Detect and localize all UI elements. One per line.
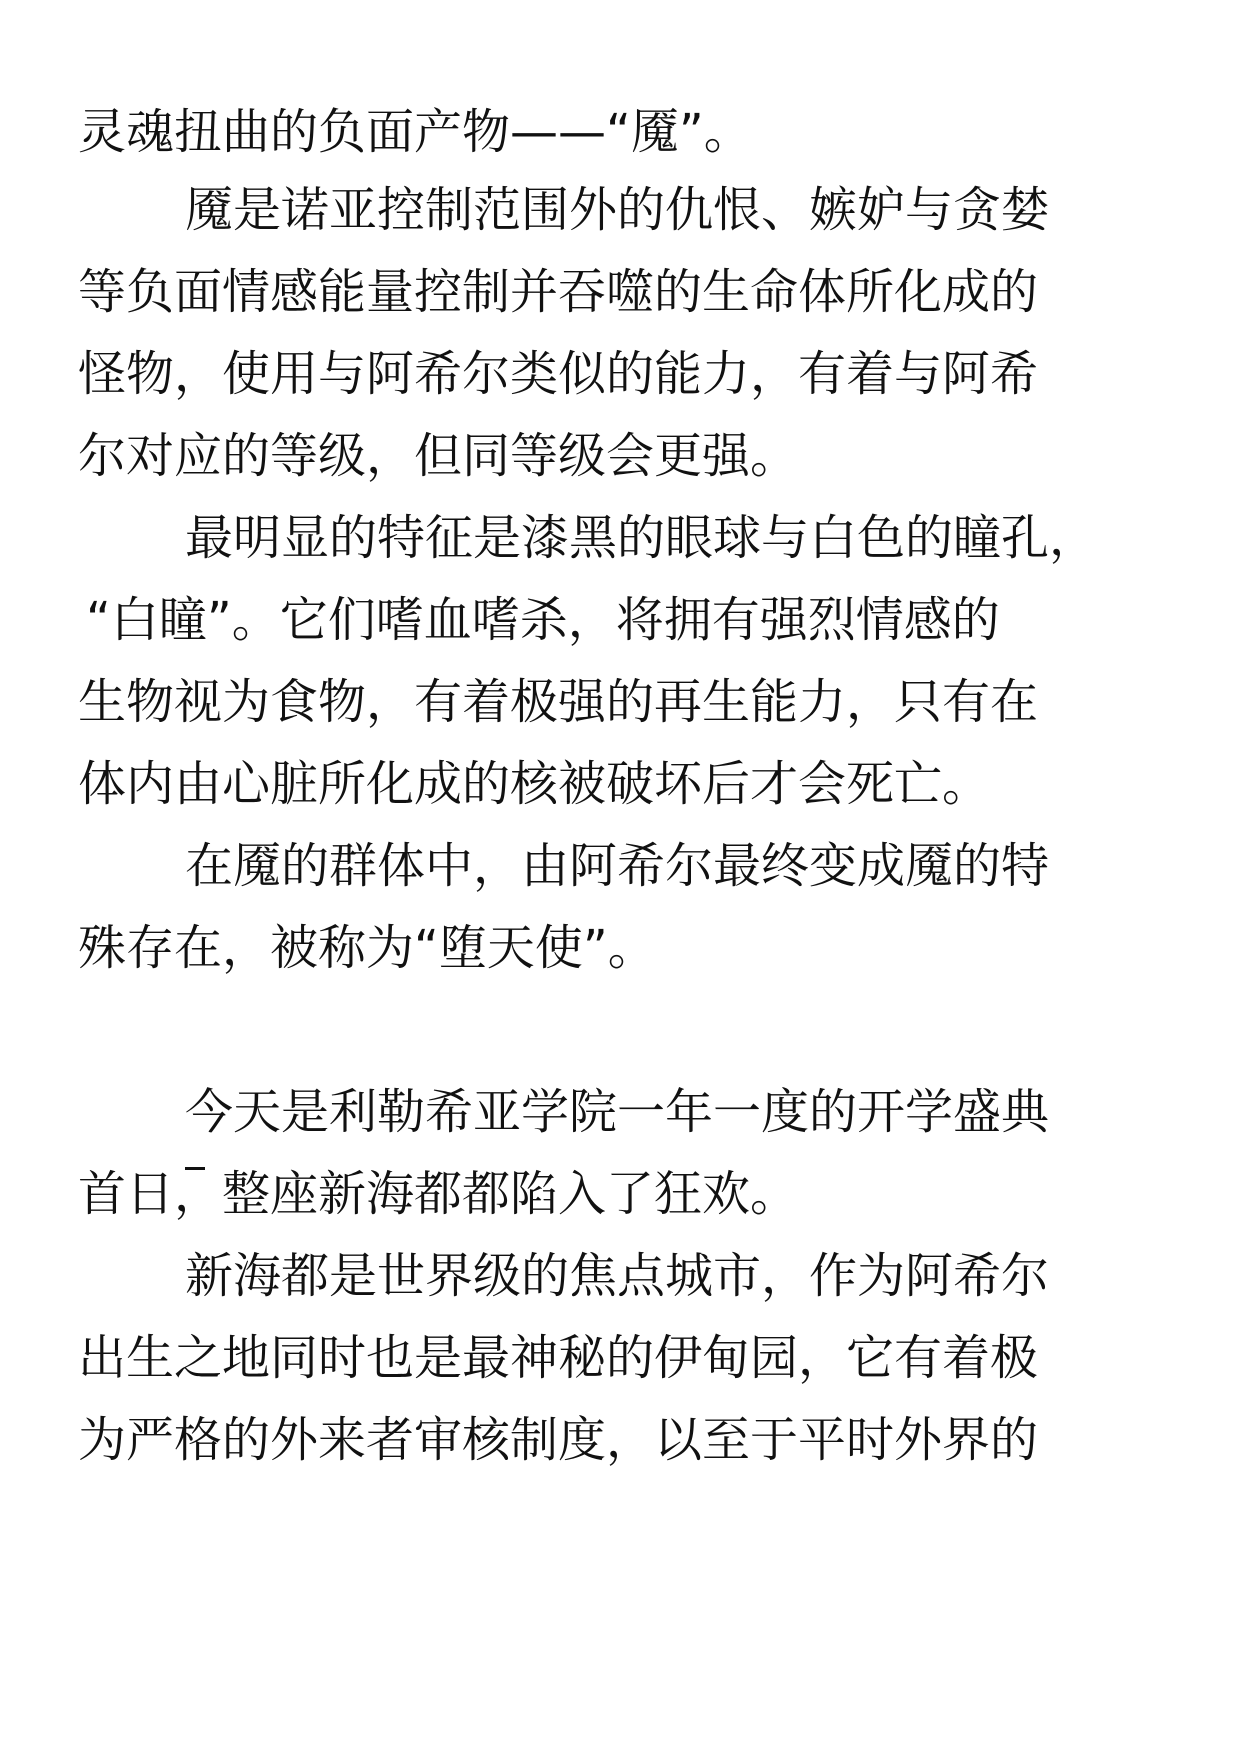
text-line: 尔对应的等级，但同等级会更强。 <box>78 428 799 484</box>
text-line: 出生之地同时也是最神秘的伊甸园，它有着极 <box>78 1330 1039 1386</box>
text-line: 灵魂扭曲的负面产物——“魇”。 <box>78 104 752 160</box>
paragraph-start-line: 今天是利勒希亚学院一年一度的开学盛典 <box>185 1084 1050 1140</box>
text-line: 殊存在，被称为“堕天使”。 <box>78 920 656 976</box>
text-line: “白瞳”。它们嗜血嗜杀，将拥有强烈情感的 <box>86 592 1000 648</box>
text-line: 首日，整座新海都都陷入了狂欢。 <box>78 1166 799 1222</box>
paragraph-start-line: 魇是诺亚控制范围外的仇恨、嫉妒与贪婪 <box>185 182 1050 238</box>
text-line: 生物视为食物，有着极强的再生能力，只有在 <box>78 674 1039 730</box>
text-line: 怪物，使用与阿希尔类似的能力，有着与阿希 <box>78 346 1039 402</box>
paragraph-start-line: 最明显的特征是漆黑的眼球与白色的瞳孔， <box>185 510 1098 566</box>
text-line: 体内由心脏所化成的核被破坏后才会死亡。 <box>78 756 991 812</box>
paragraph-start-line: 在魇的群体中，由阿希尔最终变成魇的特 <box>185 838 1050 894</box>
text-line: 等负面情感能量控制并吞噬的生命体所化成的 <box>78 264 1039 320</box>
paragraph-start-line: 新海都是世界级的焦点城市，作为阿希尔 <box>185 1248 1050 1304</box>
text-line: 为严格的外来者审核制度，以至于平时外界的 <box>78 1412 1039 1468</box>
